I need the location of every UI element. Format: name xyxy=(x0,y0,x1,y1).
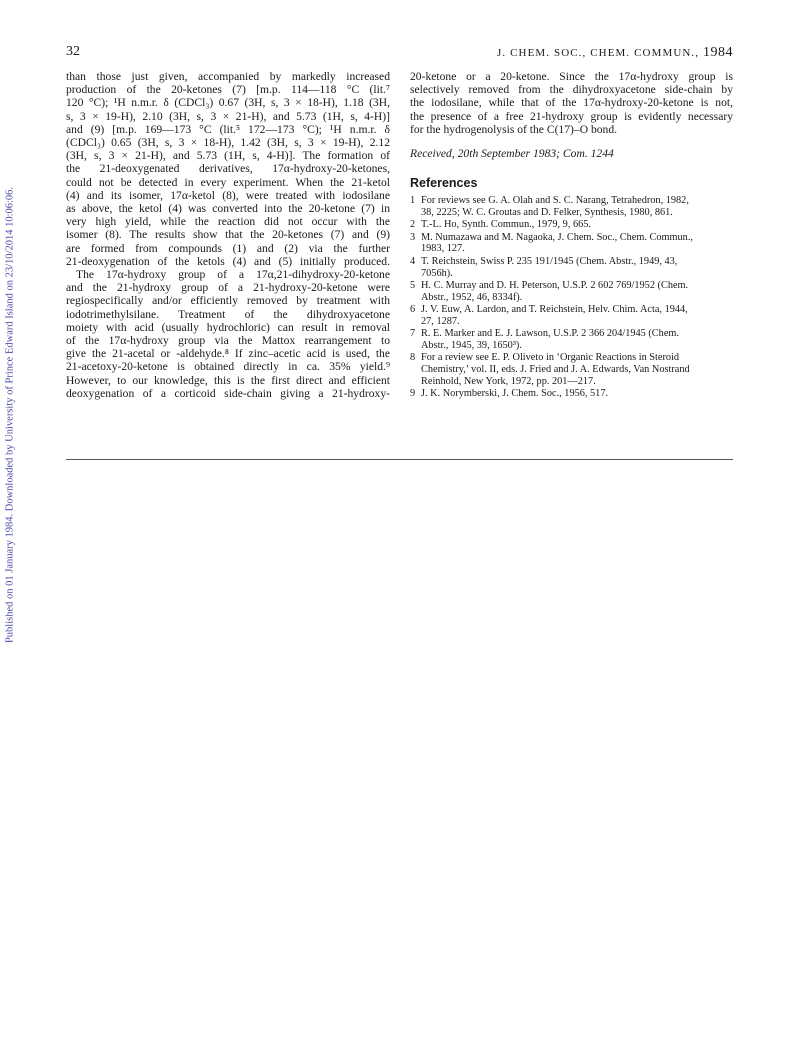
body-line: deoxygenation of a corticoid side-chain giving a 21-hydroxy- xyxy=(66,386,390,400)
reference-number: 6 xyxy=(410,303,416,315)
body-line: the iodosilane, while that of the 17α-hydroxy-20-ketone is not, xyxy=(410,96,733,110)
reference-number: 2 xyxy=(410,219,416,231)
received-date: Received, 20th September 1983; Com. 1244 xyxy=(410,147,614,161)
body-line: regiospecifically and/or efficiently removed by treatment with xyxy=(66,294,390,308)
reference-line: T.-L. Ho, Synth. Commun., 1979, 9, 665. xyxy=(421,219,591,231)
reference-line: Abstr., 1952, 46, 8334f). xyxy=(421,291,523,303)
body-line: The 17α-hydroxy group of a 17α,21-dihydroxy-20-ketone xyxy=(76,268,390,282)
reference-line: M. Numazawa and M. Nagaoka, J. Chem. Soc., Chem. Commun., xyxy=(421,231,693,243)
reference-number: 4 xyxy=(410,255,416,267)
body-line: could not be detected in every experiment. When the 21-ketol xyxy=(66,175,390,189)
reference-line: 7056h). xyxy=(421,267,453,279)
body-line: and the 21-hydroxy group of a 21-hydroxy-20-ketone were xyxy=(66,281,390,295)
reference-line: J. K. Norymberski, J. Chem. Soc., 1956, 517. xyxy=(421,387,609,399)
body-line: production of the 20-ketones (7) [m.p. 114—118 °C (lit.⁷ xyxy=(66,83,390,97)
body-line: 120 °C); ¹H n.m.r. δ (CDCl₃) 0.67 (3H, s, 3 × 18-H), 1.18 (3H, xyxy=(66,96,390,110)
running-header xyxy=(497,45,733,61)
journal-year: 1984 xyxy=(703,45,733,60)
reference-line: Chemistry,’ vol. II, eds. J. Fried and J. A. Edwards, Van Nostrand xyxy=(421,363,690,375)
body-line: for the hydrogenolysis of the C(17)–O bond. xyxy=(410,122,618,136)
journal-name: J. CHEM. SOC., CHEM. COMMUN., xyxy=(497,47,700,59)
reference-line: Reinhold, New York, 1972, pp. 201—217. xyxy=(421,375,596,387)
body-line: (4) and its isomer, 17α-ketol (8), were treated with iodosilane xyxy=(66,188,390,202)
reference-item xyxy=(410,304,733,328)
reference-line: Abstr., 1945, 39, 1650³). xyxy=(421,339,522,351)
body-line: give the 21-acetal or -aldehyde.⁸ If zinc–acetic acid is used, the xyxy=(66,347,390,361)
download-watermark xyxy=(3,180,17,650)
reference-number: 8 xyxy=(410,352,416,364)
references-heading: References xyxy=(410,176,478,191)
reference-line: 27, 1287. xyxy=(421,315,460,327)
reference-item xyxy=(410,219,733,231)
body-line: (3H, s, 3 × 21-H), and 5.73 (1H, s, 4-H)]. The formation of xyxy=(66,149,390,163)
download-watermark-text: Published on 01 January 1984. Downloaded by University of Prince Edward Island on 23/10/2014 10:06:06. xyxy=(4,186,16,644)
reference-number: 7 xyxy=(410,327,416,339)
reference-line: 1983, 127. xyxy=(421,243,465,255)
reference-item xyxy=(410,232,733,256)
reference-line: J. V. Euw, A. Lardon, and T. Reichstein, Helv. Chim. Acta, 1944, xyxy=(421,303,688,315)
reference-line: For reviews see G. A. Olah and S. C. Narang, Tetrahedron, 1982, xyxy=(421,195,689,207)
reference-item xyxy=(410,388,733,400)
reference-item xyxy=(410,195,733,219)
body-line: of the 17α-hydroxy group via the Mattox rearrangement to xyxy=(66,334,390,348)
body-line: 21-deoxygenation of the ketols (4) and (5) initially produced. xyxy=(66,254,390,268)
reference-item xyxy=(410,328,733,352)
reference-line: R. E. Marker and E. J. Lawson, U.S.P. 2 366 204/1945 (Chem. xyxy=(421,327,679,339)
left-column xyxy=(66,70,390,400)
reference-number: 3 xyxy=(410,231,416,243)
reference-item xyxy=(410,352,733,387)
reference-number: 5 xyxy=(410,279,416,291)
body-line: are formed from compounds (1) and (2) via the further xyxy=(66,241,390,255)
body-line: the 21-deoxygenated derivatives, 17α-hydroxy-20-ketones, xyxy=(66,162,390,176)
reference-line: 38, 2225; W. C. Groutas and D. Felker, Synthesis, 1980, 861. xyxy=(421,207,673,219)
body-line: isomer (8). The results show that the 20-ketones (7) and (9) xyxy=(66,228,390,242)
reference-line: For a review see E. P. Oliveto in ‘Organic Reactions in Steroid xyxy=(421,352,680,364)
body-line: (CDCl₃) 0.65 (3H, s, 3 × 18-H), 1.42 (3H, s, 3 × 19-H), 2.12 xyxy=(66,136,390,150)
right-column xyxy=(410,70,733,400)
body-line: very high yield, while the reaction did not occur with the xyxy=(66,215,390,229)
body-line: iodotrimethylsilane. Treatment of the dihydroxyacetone xyxy=(66,307,390,321)
reference-number: 9 xyxy=(410,387,416,399)
body-line: than those just given, accompanied by markedly increased xyxy=(66,70,390,83)
body-line: moiety with acid (usually hydrochloric) can result in removal xyxy=(66,320,390,334)
section-divider xyxy=(66,459,733,460)
body-line: the presence of a free 21-hydroxy group is evidently necessary xyxy=(410,109,733,123)
reference-line: H. C. Murray and D. H. Peterson, U.S.P. 2 602 769/1952 (Chem. xyxy=(421,279,689,291)
page-number: 32 xyxy=(66,44,80,59)
body-line: 21-acetoxy-20-ketone is obtained directly in ca. 35% yield.⁹ xyxy=(66,360,390,374)
reference-item xyxy=(410,256,733,280)
body-line: as above, the ketol (4) was converted into the 20-ketone (7) in xyxy=(66,202,390,216)
body-line: 20-ketone or a 20-ketone. Since the 17α-hydroxy group is xyxy=(410,70,733,83)
reference-item xyxy=(410,280,733,304)
reference-number: 1 xyxy=(410,195,416,207)
body-line: and (9) [m.p. 169—173 °C (lit.⁵ 172—173 °C); ¹H n.m.r. δ xyxy=(66,122,390,136)
references-list xyxy=(410,195,733,400)
body-line: However, to our knowledge, this is the first direct and efficient xyxy=(66,373,390,387)
body-line: s, 3 × 19-H), 2.10 (3H, s, 3 × 21-H), and 5.73 (1H, s, 4-H)] xyxy=(66,109,390,123)
reference-line: T. Reichstein, Swiss P. 235 191/1945 (Chem. Abstr., 1949, 43, xyxy=(421,255,678,267)
body-line: selectively removed from the dihydroxyacetone side-chain by xyxy=(410,83,733,97)
